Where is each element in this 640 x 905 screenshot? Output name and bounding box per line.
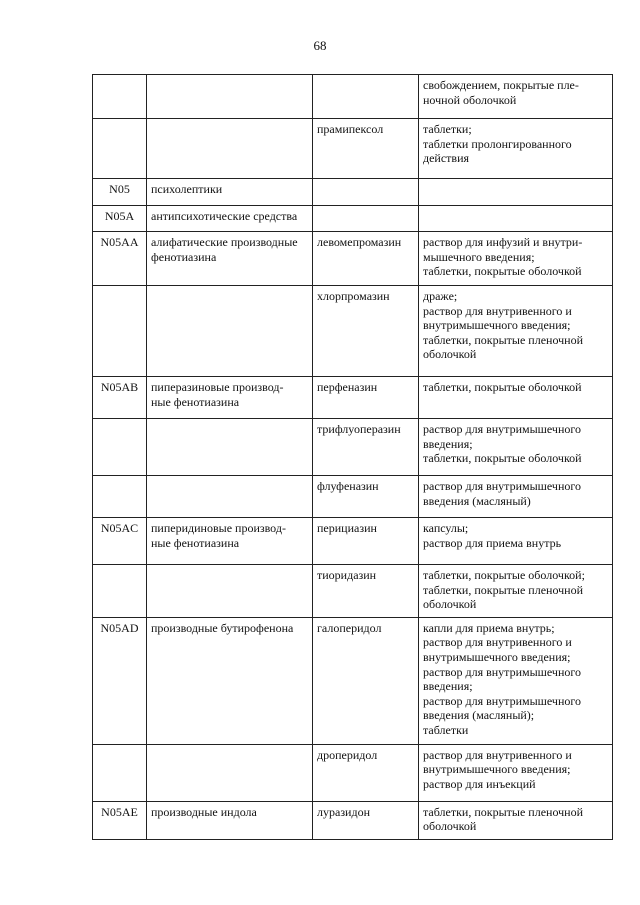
dosage-form-line: раствор для внутримышечного [423,479,581,493]
dosage-form-line: раствор для инъекций [423,776,536,791]
group-name-line: антипсихотические средства [151,209,298,223]
atc-code-cell [93,419,147,476]
group-name-cell [147,75,313,119]
atc-code-cell [93,75,147,119]
drug-name-cell: луразидон [313,801,419,839]
dosage-form-line: таблетки; [423,122,472,136]
dosage-forms-cell [419,377,613,419]
table-row [93,232,613,286]
dosage-form-line: действия [423,151,470,166]
group-name-cell [147,119,313,179]
dosage-form-line: раствор для внутримышечного [423,422,581,436]
group-name-cell [147,801,313,839]
group-name-line: алифатические производные [151,235,298,249]
atc-code-cell [93,286,147,377]
dosage-forms-cell [419,75,613,119]
atc-code-cell: N05AB [93,377,147,419]
atc-code-cell: N05AA [93,232,147,286]
table-row [93,206,613,232]
dosage-forms-cell [419,565,613,618]
table-row [93,179,613,206]
dosage-form-line: введения; [423,679,473,694]
group-name-line: пиперидиновые производ- [151,521,286,535]
drug-name-cell: галоперидол [313,617,419,744]
group-name-cell [147,419,313,476]
dosage-form-line: таблетки, покрытые пленочной [423,332,584,347]
dosage-form-line: таблетки [423,722,469,737]
group-name-cell [147,377,313,419]
dosage-form-line: введения (масляный) [423,493,531,508]
dosage-form-line: введения (масляный); [423,708,535,723]
table-row [93,119,613,179]
table-row [93,286,613,377]
dosage-forms-cell [419,476,613,518]
group-name-cell [147,476,313,518]
table-row [93,617,613,744]
group-name-cell [147,518,313,565]
dosage-form-line: таблетки, покрытые оболочкой [423,451,582,466]
dosage-form-line: капли для приема внутрь; [423,620,555,635]
drug-name-cell: перициазин [313,518,419,565]
group-name-cell [147,206,313,232]
dosage-form-line: капсулы; [423,521,469,535]
drug-name-cell [313,179,419,206]
dosage-form-line: оболочкой [423,819,477,834]
dosage-form-line: таблетки, покрытые оболочкой; [423,568,585,582]
table-row [93,518,613,565]
dosage-form-line: раствор для приема внутрь [423,535,562,550]
dosage-forms-cell [419,744,613,801]
dosage-form-line: раствор для внутримышечного [423,693,581,708]
drug-name-cell: левомепромазин [313,232,419,286]
dosage-form-line: таблетки, покрытые пленочной [423,582,584,597]
table-row [93,75,613,119]
drug-name-cell: флуфеназин [313,476,419,518]
dosage-form-line: раствор для внутримышечного [423,664,581,679]
group-name-line: производные бутирофенона [151,620,294,635]
dosage-form-line: внутримышечного введения; [423,649,571,664]
group-name-cell [147,232,313,286]
atc-code-cell [93,744,147,801]
dosage-form-line: внутримышечного введения; [423,318,571,333]
drug-name-cell [313,75,419,119]
atc-code-cell: N05AC [93,518,147,565]
dosage-form-line: оболочкой [423,347,477,362]
dosage-forms-cell [419,206,613,232]
atc-code-cell: N05AE [93,801,147,839]
drug-table [92,74,613,840]
dosage-form-line: свобождением, покрытые пле- [423,78,579,92]
dosage-forms-cell [419,179,613,206]
dosage-form-line: таблетки, покрытые оболочкой [423,264,582,279]
group-name-cell [147,744,313,801]
drug-name-cell: тиоридазин [313,565,419,618]
page-number: 68 [313,38,327,53]
dosage-forms-cell [419,801,613,839]
atc-code-cell [93,565,147,618]
group-name-cell [147,179,313,206]
atc-code-cell [93,476,147,518]
group-name-cell [147,286,313,377]
dosage-form-line: введения; [423,436,473,451]
group-name-line: пиперазиновые производ- [151,380,284,394]
drug-name-cell: прамипексол [313,119,419,179]
group-name-line: фенотиазина [151,249,217,264]
dosage-form-line: таблетки, покрытые оболочкой [423,380,582,394]
dosage-form-line: оболочкой [423,597,477,612]
group-name-line: производные индола [151,804,257,819]
table-row [93,801,613,839]
table-row [93,476,613,518]
atc-code-cell [93,119,147,179]
drug-name-cell [313,206,419,232]
dosage-forms-cell [419,286,613,377]
dosage-form-line: мышечного введения; [423,249,535,264]
dosage-form-line: раствор для внутривенного и [423,747,572,762]
dosage-form-line: раствор для внутривенного и [423,635,572,650]
dosage-form-line: раствор для внутривенного и [423,303,572,318]
group-name-line: ные фенотиазина [151,535,240,550]
table-row [93,744,613,801]
drug-name-cell: трифлуоперазин [313,419,419,476]
dosage-form-line: раствор для инфузий и внутри- [423,235,583,249]
dosage-form-line: драже; [423,289,458,303]
dosage-forms-cell [419,232,613,286]
drug-name-cell: хлорпромазин [313,286,419,377]
dosage-form-line: таблетки пролонгированного [423,136,572,151]
drug-name-cell: дроперидол [313,744,419,801]
atc-code-cell: N05 [93,179,147,206]
dosage-forms-cell [419,119,613,179]
group-name-cell [147,617,313,744]
table-row [93,565,613,618]
dosage-forms-cell [419,518,613,565]
dosage-form-line: таблетки, покрытые пленочной [423,804,584,819]
group-name-cell [147,565,313,618]
dosage-forms-cell [419,617,613,744]
group-name-line: психолептики [151,182,223,196]
table-row [93,377,613,419]
atc-code-cell: N05A [93,206,147,232]
dosage-form-line: ночной оболочкой [423,92,517,107]
dosage-forms-cell [419,419,613,476]
table-row [93,419,613,476]
dosage-form-line: внутримышечного введения; [423,762,571,777]
atc-code-cell: N05AD [93,617,147,744]
drug-name-cell: перфеназин [313,377,419,419]
group-name-line: ные фенотиазина [151,394,240,409]
